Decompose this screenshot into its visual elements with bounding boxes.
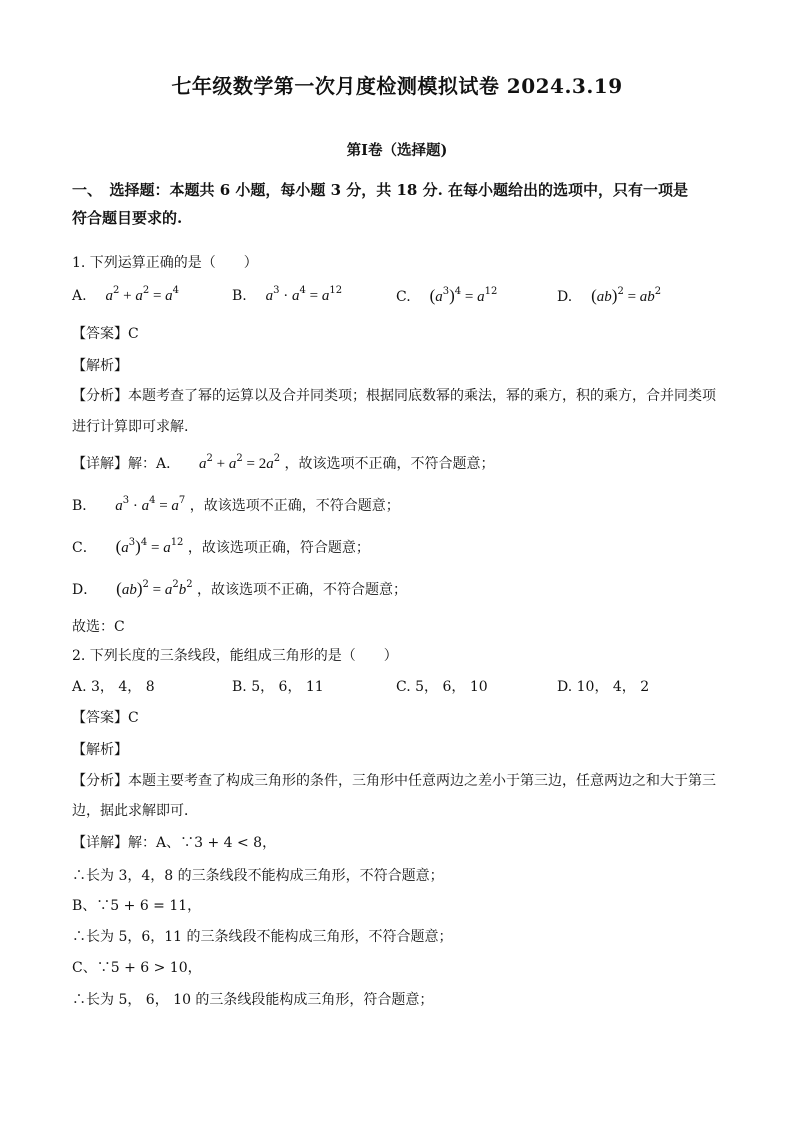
- q1-detail-d-prefix: D．: [72, 582, 98, 598]
- q2-detail-line5: C、∵5 + 6 > 10，: [72, 960, 202, 976]
- q1-option-d: [557, 286, 661, 307]
- q1-detail-a-math: $a^2 + a^2 = 2a^2$: [199, 453, 281, 472]
- q1-detail-b-text: ，故该选项不正确，不符合题意；: [189, 498, 400, 514]
- q1-detail-a: [72, 454, 495, 474]
- q1-answer: 【答案】C: [72, 326, 139, 342]
- q1-analysis-line1: 【分析】本题考查了幂的运算以及合并同类项；根据同底数幂的乘法，幂的乘方，积的乘方，合并同类项: [72, 388, 716, 404]
- q1-detail-c: [72, 537, 370, 558]
- q1-detail-c-prefix: C．: [72, 540, 97, 556]
- q1-option-d-label: D.: [557, 289, 573, 305]
- q2-analysis-line1: 【分析】本题主要考查了构成三角形的条件，三角形中任意两边之差小于第三边，任意两边之和大于第三: [72, 773, 716, 789]
- part1-instruction-line2: 符合题目要求的.: [72, 209, 183, 227]
- q1-option-c-label: C.: [396, 289, 411, 305]
- q2-option-a: A. 3， 4， 8: [72, 679, 155, 695]
- q1-option-d-math: $(ab)^2 = ab^2$: [591, 286, 662, 305]
- q1-analysis-tag: 【解析】: [72, 358, 128, 374]
- q2-detail-line3: B、∵5 + 6 = 11，: [72, 898, 202, 914]
- q1-detail-a-prefix: 【详解】解：A．: [72, 456, 181, 472]
- q1-option-a-label: A.: [72, 288, 87, 304]
- q2-answer: 【答案】C: [72, 710, 139, 726]
- q1-option-b: [232, 286, 342, 306]
- q1-option-c-math: $(a^3)^4 = a^{12}$: [429, 286, 498, 305]
- q1-analysis-line2: 进行计算即可求解.: [72, 419, 189, 435]
- q1-detail-c-math: $(a^3)^4 = a^{12}$: [115, 537, 184, 556]
- q1-detail-d-text: ，故该选项不正确，不符合题意；: [197, 582, 408, 598]
- q1-detail-d-math: $(ab)^2 = a^2b^2$: [116, 579, 193, 598]
- q1-detail-d: [72, 579, 407, 600]
- q1-option-a: [72, 286, 179, 306]
- q1-detail-b-math: $a^3 \cdot a^4 = a^7$: [115, 495, 186, 514]
- section-title: 第Ⅰ卷（选择题): [346, 142, 448, 159]
- page-title: 七年级数学第一次月度检测模拟试卷 2024.3.19: [171, 74, 623, 98]
- q1-option-a-math: $a^2 + a^2 = a^4$: [105, 285, 180, 304]
- q2-analysis-tag: 【解析】: [72, 742, 128, 758]
- q1-detail-a-text: ，故该选项不正确，不符合题意；: [284, 456, 495, 472]
- part1-instruction-line1: 一、 选择题：本题共 6 小题，每小题 3 分，共 18 分. 在每小题给出的选项中，只有一项是: [72, 181, 689, 199]
- q1-detail-c-text: ，故该选项正确，符合题意；: [187, 540, 370, 556]
- q1-option-b-label: B.: [232, 288, 247, 304]
- q2-analysis-line2: 边，据此求解即可．: [72, 803, 198, 819]
- q1-option-b-math: $a^3 \cdot a^4 = a^{12}$: [265, 285, 343, 304]
- q2-detail-line6: ∴长为 5， 6， 10 的三条线段能构成三角形，符合题意；: [72, 992, 434, 1008]
- q2-detail-line2: ∴长为 3，4，8 的三条线段不能构成三角形，不符合题意；: [72, 868, 444, 884]
- q1-conclusion: 故选：C: [72, 619, 125, 635]
- q1-option-c: [396, 286, 497, 307]
- q2-option-d: D. 10， 4， 2: [557, 679, 650, 695]
- q1-stem: 1. 下列运算正确的是（ ）: [72, 255, 258, 271]
- q2-option-c: C. 5， 6， 10: [396, 679, 488, 695]
- q1-detail-b: [72, 496, 400, 516]
- q2-stem: 2. 下列长度的三条线段，能组成三角形的是（ ）: [72, 648, 398, 664]
- q2-detail-line1: 【详解】解：A、∵3 + 4 < 8，: [72, 835, 277, 851]
- q1-detail-b-prefix: B．: [72, 498, 97, 514]
- q2-detail-line4: ∴长为 5，6，11 的三条线段不能构成三角形，不符合题意；: [72, 929, 453, 945]
- q2-option-b: B. 5， 6， 11: [232, 679, 324, 695]
